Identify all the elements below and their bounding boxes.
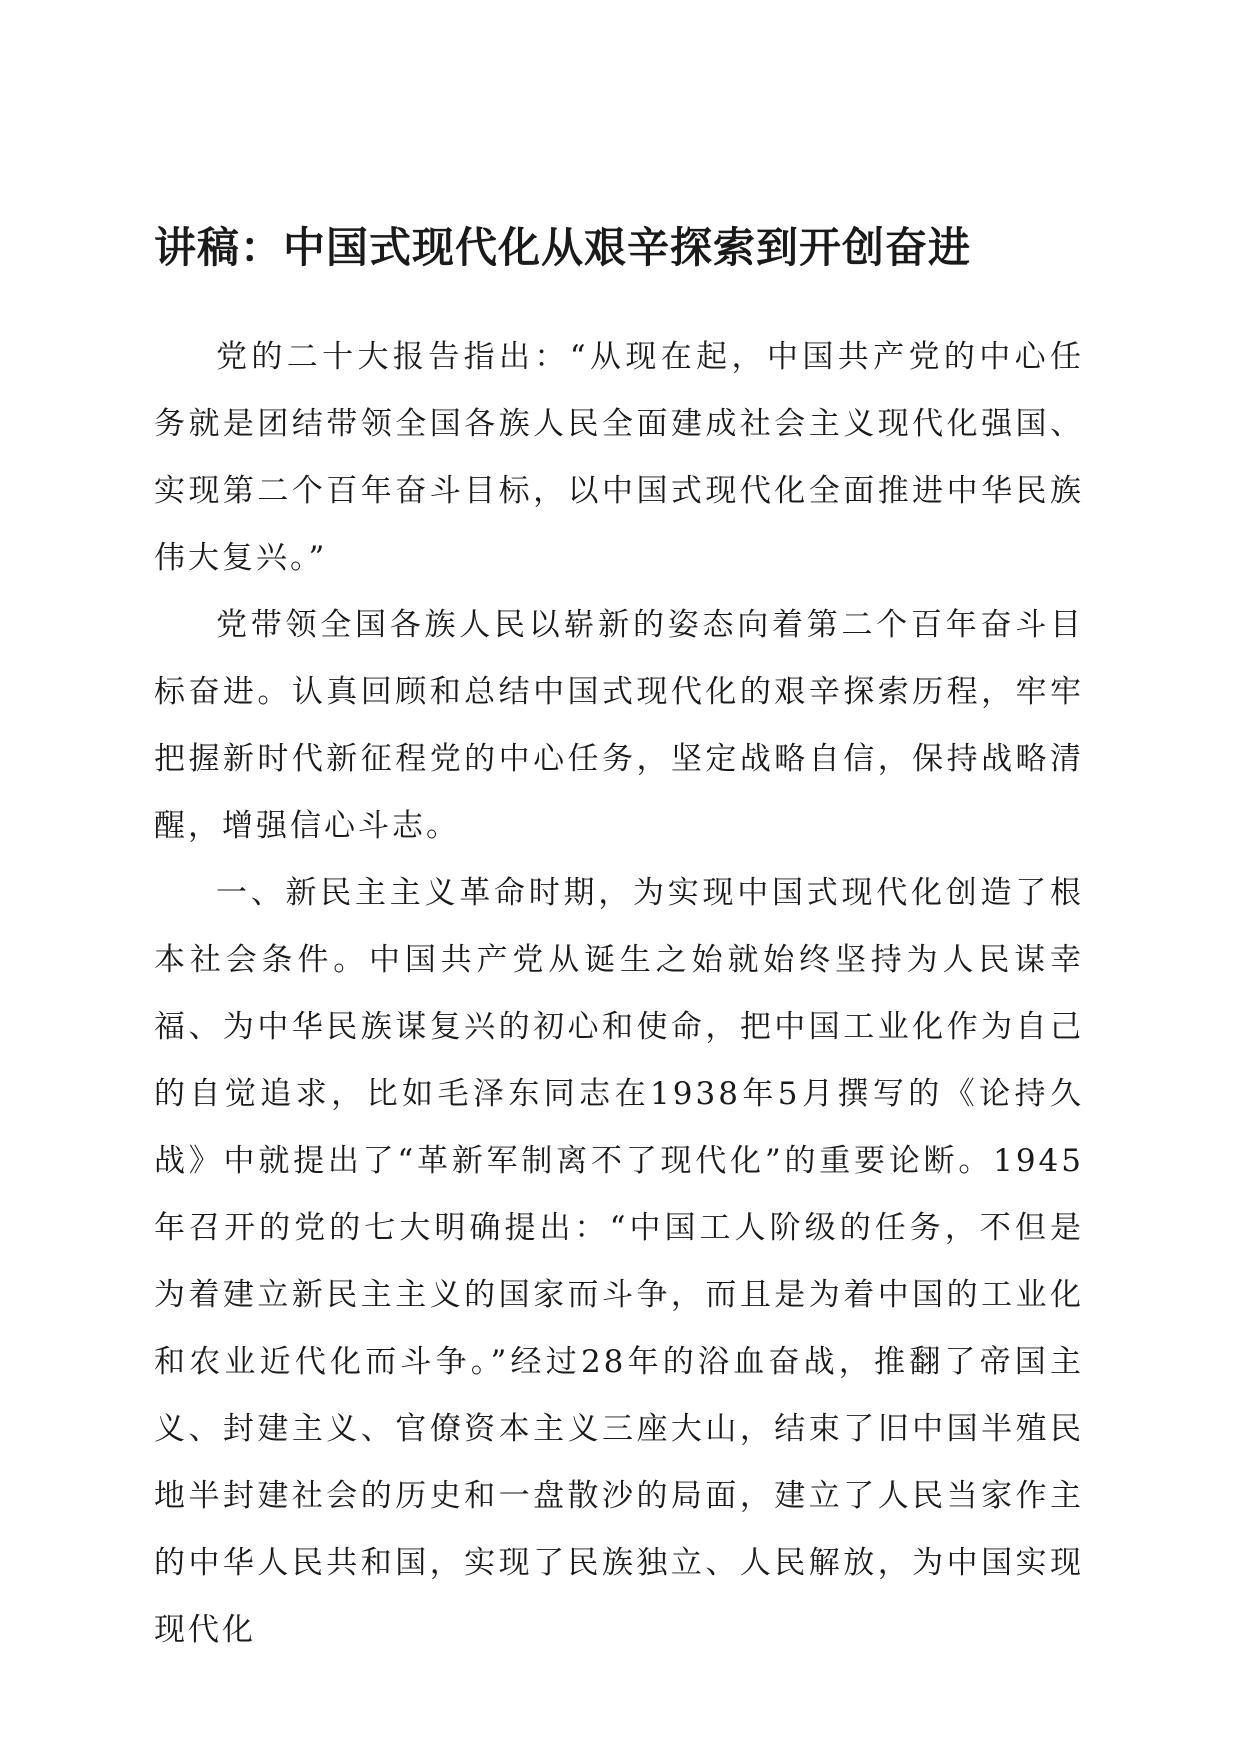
paragraph: 党带领全国各族人民以崭新的姿态向着第二个百年奋斗目标奋进。认真回顾和总结中国式现代化的艰辛探索历程，牢牢把握新时代新征程党的中心任务，坚定战略自信，保持战略清醒，增强信心斗志。 (154, 607, 1084, 844)
paragraph: 党的二十大报告指出：“从现在起，中国共产党的中心任务就是团结带领全国各族人民全面建成社会主义现代化强国、实现第二个百年奋斗目标，以中国式现代化全面推进中华民族伟大复兴。” (154, 339, 1084, 576)
document-body (154, 324, 1084, 1664)
paragraph: 一、新民主主义革命时期，为实现中国式现代化创造了根本社会条件。中国共产党从诞生之始就始终坚持为人民谋幸福、为中华民族谋复兴的初心和使命，把中国工业化作为自己的自觉追求，比如毛泽东同志在1938年5月撰写的《论持久战》中就提出了“革新军制离不了现代化”的重要论断。1945年召开的党的七大明确提出：“中国工人阶级的任务，不但是为着建立新民主主义的国家而斗争，而且是为着中国的工业化和农业近代化而斗争。”经过28年的浴血奋战，推翻了帝国主义、封建主义、官僚资本主义三座大山，结束了旧中国半殖民地半封建社会的历史和一盘散沙的局面，建立了人民当家作主的中华人民共和国，实现了民族独立、人民解放，为中国实现现代化 (154, 875, 1084, 1648)
document-title: 讲稿：中国式现代化从艰辛探索到开创奋进 (154, 223, 972, 272)
